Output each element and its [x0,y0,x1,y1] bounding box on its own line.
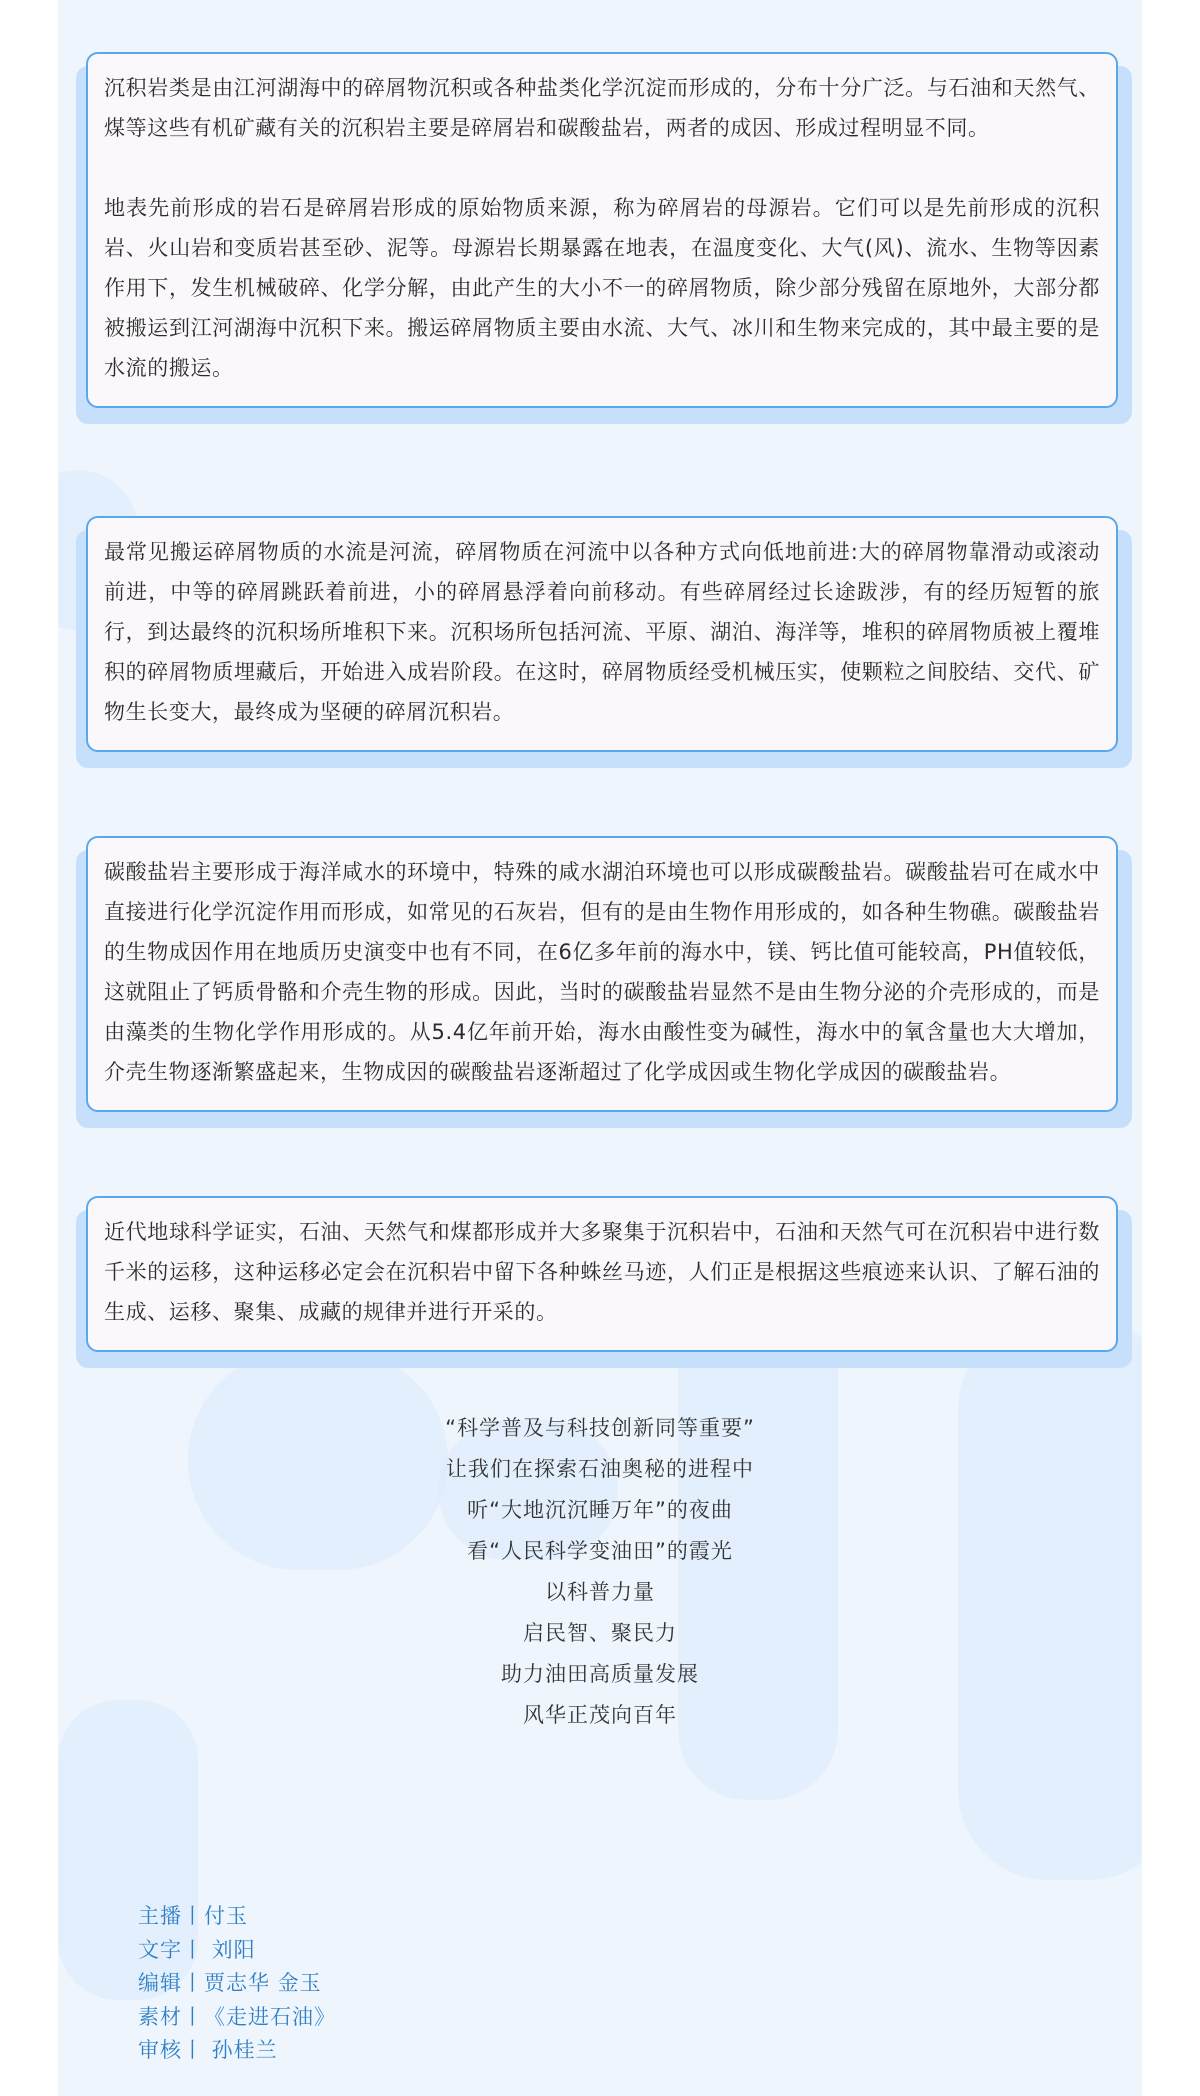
credit-reviewer: 审核丨 孙桂兰 [138,2038,278,2062]
slogan-line: 启民智、聚民力 [523,1621,677,1645]
text-card-sedimentary-rock [86,52,1118,408]
article-page [58,0,1142,2096]
text-card-oil-migration [86,1196,1118,1352]
slogan-line: 听“大地沉沉睡万年”的夜曲 [467,1498,733,1522]
card-body [86,516,1118,752]
paragraph: 地表先前形成的岩石是碎屑岩形成的原始物质来源，称为碎屑岩的母源岩。它们可以是先前形成的沉积岩、火山岩和变质岩甚至砂、泥等。母源岩长期暴露在地表，在温度变化、大气(风)、流水、生物等因素作用下，发生机械破碎、化学分解，由此产生的大小不一的碎屑物质，除少部分残留在原地外，大部分都被搬运到江河湖海中沉积下来。搬运碎屑物质主要由水流、大气、冰川和生物来完成的，其中最主要的是水流的搬运。 [104,196,1100,380]
slogan-line: 助力油田高质量发展 [501,1662,699,1686]
paragraph: 沉积岩类是由江河湖海中的碎屑物沉积或各种盐类化学沉淀而形成的，分布十分广泛。与石油和天然气、煤等这些有机矿藏有关的沉积岩主要是碎屑岩和碳酸盐岩，两者的成因、形成过程明显不同。 [104,76,1100,140]
slogan-line: 看“人民科学变油田”的霞光 [467,1539,733,1563]
card-body [86,836,1118,1112]
card-body [86,52,1118,408]
credits-block [138,1900,336,2068]
text-card-carbonate-rock [86,836,1118,1112]
credit-host: 主播丨付玉 [138,1904,248,1928]
credit-writer: 文字丨 刘阳 [138,1937,256,1962]
credit-editor: 编辑丨贾志华 金玉 [138,1971,322,1995]
credit-source: 素材丨《走进石油》 [138,2004,336,2029]
slogan-line: 以科普力量 [545,1580,655,1604]
paragraph: 碳酸盐岩主要形成于海洋咸水的环境中，特殊的咸水湖泊环境也可以形成碳酸盐岩。碳酸盐岩可在咸水中直接进行化学沉淀作用而形成，如常见的石灰岩，但有的是由生物作用形成的，如各种生物礁。碳酸盐岩的生物成因作用在地质历史演变中也有不同，在6亿多年前的海水中，镁、钙比值可能较高，PH值较低，这就阻止了钙质骨骼和介壳生物的形成。因此，当时的碳酸盐岩显然不是由生物分泌的介壳形成的，而是由藻类的生物化学作用形成的。从5.4亿年前开始，海水由酸性变为碱性，海水中的氧含量也大大增加，介壳生物逐渐繁盛起来，生物成因的碳酸盐岩逐渐超过了化学成因或生物化学成因的碳酸盐岩。 [104,860,1100,1084]
card-body [86,1196,1118,1352]
closing-slogan [58,1408,1142,1736]
slogan-line: “科学普及与科技创新同等重要” [445,1416,755,1440]
paragraph: 最常见搬运碎屑物质的水流是河流，碎屑物质在河流中以各种方式向低地前进:大的碎屑物靠滑动或滚动前进，中等的碎屑跳跃着前进，小的碎屑悬浮着向前移动。有些碎屑经过长途跋涉，有的经历短暂的旅行，到达最终的沉积场所堆积下来。沉积场所包括河流、平原、湖泊、海洋等，堆积的碎屑物质被上覆堆积的碎屑物质埋藏后，开始进入成岩阶段。在这时，碎屑物质经受机械压实，使颗粒之间胶结、交代、矿物生长变大，最终成为坚硬的碎屑沉积岩。 [104,540,1100,724]
text-card-river-transport [86,516,1118,752]
paragraph: 近代地球科学证实，石油、天然气和煤都形成并大多聚集于沉积岩中，石油和天然气可在沉积岩中进行数千米的运移，这种运移必定会在沉积岩中留下各种蛛丝马迹，人们正是根据这些痕迹来认识、了解石油的生成、运移、聚集、成藏的规律并进行开采的。 [104,1220,1100,1324]
slogan-line: 让我们在探索石油奥秘的进程中 [446,1457,754,1481]
slogan-line: 风华正茂向百年 [523,1703,677,1727]
